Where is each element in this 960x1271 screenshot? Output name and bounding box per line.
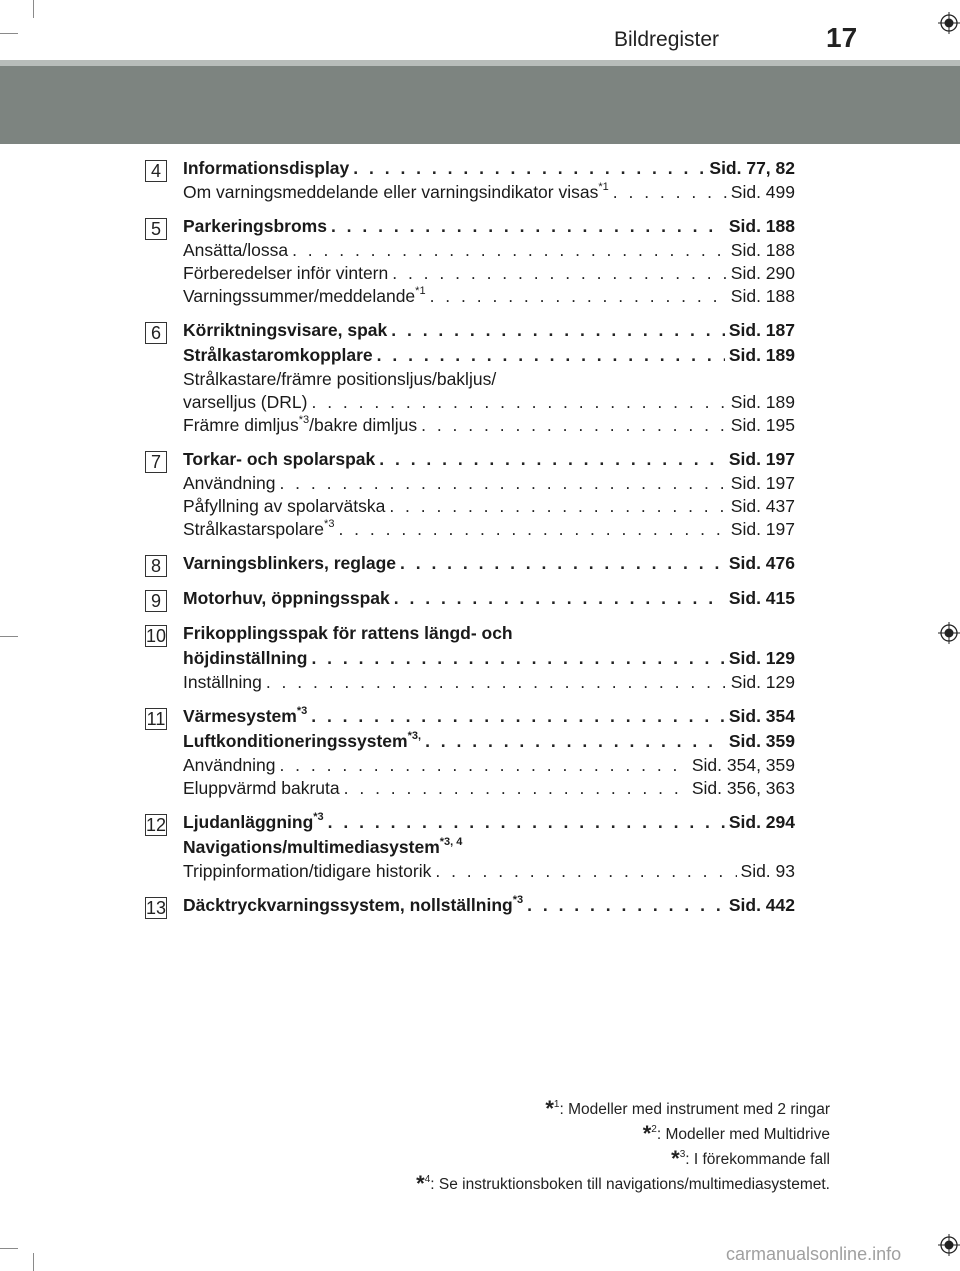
entry-label-text: Ansätta/lossa — [183, 240, 289, 260]
entry-label — [183, 729, 421, 754]
footnote-line — [416, 1097, 830, 1122]
section-number-badge: 5 — [145, 218, 167, 240]
page-reference[interactable]: Sid. 354 — [728, 706, 795, 726]
entry-label — [183, 623, 513, 643]
page-number: 17 — [826, 22, 858, 53]
entry-label-text: Torkar- och spolarspak — [183, 449, 376, 469]
dot-leader — [379, 447, 725, 472]
index-subentry[interactable] — [183, 285, 795, 308]
dot-leader — [279, 472, 726, 495]
entry-label-text: Förberedelser inför vintern — [183, 263, 389, 283]
entry-label-text: Körriktningsvisare, spak — [183, 320, 388, 340]
footnote-line — [416, 1172, 830, 1197]
index-entry[interactable] — [183, 447, 795, 472]
footnote-text: : I förekommande fall — [685, 1151, 830, 1168]
dot-leader — [311, 704, 725, 729]
dot-leader — [527, 893, 725, 918]
dot-leader — [311, 646, 724, 671]
index-entry[interactable] — [183, 646, 795, 671]
footnotes — [416, 1097, 830, 1197]
footnote-ref: *3, — [407, 730, 422, 742]
page-reference[interactable]: Sid. 437 — [730, 496, 795, 516]
entry-label-text: Frikopplingsspak för rattens längd- och — [183, 623, 513, 643]
index-subentry[interactable] — [183, 391, 795, 414]
entry-label — [183, 671, 262, 694]
footnote-text: : Se instruktionsboken till navigations/multimediasystemet. — [430, 1176, 830, 1193]
header-banner — [0, 66, 960, 144]
footnote-text: : Modeller med instrument med 2 ringar — [559, 1101, 830, 1118]
entry-label — [183, 893, 523, 918]
index-subentry[interactable] — [183, 181, 795, 204]
entry-label — [183, 704, 307, 729]
footnote-line — [416, 1122, 830, 1147]
section-number-badge: 11 — [146, 709, 166, 729]
entry-label — [183, 777, 340, 800]
page-reference[interactable]: Sid. 188 — [730, 240, 795, 260]
index-entry[interactable] — [183, 318, 795, 343]
page-reference[interactable]: Sid. 197 — [730, 519, 795, 539]
index-subentry[interactable] — [183, 239, 795, 262]
index-entry — [183, 621, 795, 646]
footnote-ref: *3, 4 — [439, 836, 463, 848]
entry-label — [183, 518, 334, 541]
page-reference[interactable]: Sid. 195 — [730, 415, 795, 435]
entry-label-text: Motorhuv, öppningsspak — [183, 588, 390, 608]
entry-label — [183, 239, 288, 262]
entry-label — [183, 837, 462, 857]
section-number-badge: 13 — [146, 898, 167, 918]
index-entry[interactable] — [183, 156, 795, 181]
footnote-ref: *3 — [298, 414, 310, 426]
page-reference[interactable]: Sid. 188 — [728, 216, 795, 236]
dot-leader — [613, 181, 727, 204]
entry-label-text: Ljudanläggning — [183, 812, 314, 832]
index-subentry[interactable] — [183, 754, 795, 777]
footnote-star: * — [671, 1146, 680, 1171]
entry-label — [183, 447, 375, 472]
page-reference[interactable]: Sid. 187 — [728, 320, 795, 340]
index-subentry[interactable] — [183, 777, 795, 800]
entry-label-text: Inställning — [183, 672, 262, 692]
index-entry — [183, 835, 795, 860]
registration-mark-icon — [938, 1234, 960, 1256]
entry-label — [183, 214, 327, 239]
entry-label — [183, 860, 431, 883]
dot-leader — [292, 239, 727, 262]
index-section — [0, 704, 960, 800]
dot-leader — [328, 810, 725, 835]
page-reference[interactable]: Sid. 189 — [730, 392, 795, 412]
page-reference[interactable]: Sid. 499 — [730, 182, 795, 202]
page-reference[interactable]: Sid. 93 — [740, 861, 795, 881]
page-reference[interactable]: Sid. 290 — [730, 263, 795, 283]
entry-label-text: Påfyllning av spolarvätska — [183, 496, 386, 516]
index-subentry[interactable] — [183, 262, 795, 285]
page-reference[interactable]: Sid. 442 — [728, 895, 795, 915]
entry-label-text: Varningssummer/meddelande — [183, 286, 416, 306]
dot-leader — [311, 391, 726, 414]
section-number-badge: 6 — [145, 322, 167, 344]
index-entry[interactable] — [183, 586, 795, 611]
footnote-star: * — [642, 1121, 652, 1146]
entry-label-text: varselljus (DRL) — [183, 392, 308, 412]
entry-label — [183, 472, 275, 495]
footnote-ref: *3 — [296, 705, 308, 717]
entry-label-text: Användning — [183, 755, 276, 775]
crop-mark — [0, 33, 18, 34]
page-reference[interactable]: Sid. 415 — [728, 588, 795, 608]
dot-leader — [421, 414, 727, 437]
entry-label — [183, 318, 387, 343]
entry-label-text: Strålkastaromkopplare — [183, 345, 373, 365]
page-reference[interactable]: Sid. 129 — [728, 648, 795, 668]
footnote-ref: *3 — [512, 894, 524, 906]
index-subentry[interactable] — [183, 860, 795, 883]
page-reference[interactable]: Sid. 359 — [728, 731, 795, 751]
entry-label — [183, 262, 388, 285]
page-reference[interactable]: Sid. 77, 82 — [709, 158, 795, 178]
entry-label-text: Informationsdisplay — [183, 158, 350, 178]
dot-leader — [392, 262, 727, 285]
index-entry[interactable] — [183, 729, 795, 754]
dot-leader — [394, 586, 725, 611]
entry-label — [183, 495, 385, 518]
index-section — [0, 214, 960, 308]
dot-leader — [400, 551, 725, 576]
page-reference[interactable]: Sid. 129 — [730, 672, 795, 692]
index-subentry[interactable] — [183, 518, 795, 541]
index-section — [0, 810, 960, 883]
section-number-badge: 8 — [145, 555, 167, 577]
index-section — [0, 586, 960, 611]
footnote-ref: *1 — [415, 285, 426, 297]
entry-label — [183, 156, 349, 181]
entry-label-text: Främre dimljus — [183, 415, 299, 435]
entry-label-text: Om varningsmeddelande eller varningsindikator visas — [183, 182, 599, 202]
dot-leader — [435, 860, 736, 883]
index-section — [0, 893, 960, 918]
entry-label-text: Navigations/multimediasystem — [183, 837, 440, 857]
dot-leader — [338, 518, 726, 541]
entry-label — [183, 646, 307, 671]
entry-label-text: Eluppvärmd bakruta — [183, 778, 340, 798]
footnote-star: * — [416, 1171, 425, 1196]
entry-label-text: Parkeringsbroms — [183, 216, 327, 236]
entry-label-text: Värmesystem — [183, 706, 297, 726]
page-reference[interactable]: Sid. 354, 359 — [691, 755, 795, 775]
index-subentry[interactable] — [183, 472, 795, 495]
registration-mark-icon — [938, 12, 960, 34]
dot-leader — [389, 495, 726, 518]
index-section — [0, 551, 960, 576]
index-subentry — [183, 368, 795, 391]
dot-leader — [266, 671, 727, 694]
page-reference[interactable]: Sid. 356, 363 — [691, 778, 795, 798]
dot-leader — [344, 777, 688, 800]
section-number-badge: 9 — [145, 590, 167, 612]
index-section — [0, 447, 960, 541]
entry-label — [183, 369, 496, 389]
entry-label-text: Varningsblinkers, reglage — [183, 553, 396, 573]
dot-leader — [279, 754, 687, 777]
dot-leader — [430, 285, 727, 308]
entry-label — [183, 586, 390, 611]
entry-label — [183, 343, 373, 368]
entry-label-text: Luftkonditioneringssystem — [183, 731, 408, 751]
page-reference[interactable]: Sid. 294 — [728, 812, 795, 832]
footnote-number: 1 — [553, 1099, 560, 1110]
page-reference[interactable]: Sid. 197 — [728, 449, 795, 469]
entry-label-text: Däcktryckvarningssystem, nollställning — [183, 895, 513, 915]
footnote-line — [416, 1147, 830, 1172]
entry-label-text: Strålkastare/främre positionsljus/bakljus/ — [183, 369, 497, 389]
index-subentry[interactable] — [183, 414, 795, 437]
section-number-badge: 7 — [145, 451, 167, 473]
entry-label-text: Trippinformation/tidigare historik — [183, 861, 432, 881]
footnote-number: 4 — [424, 1174, 431, 1185]
header-title: Bildregister — [614, 28, 720, 51]
index-entry[interactable] — [183, 810, 795, 835]
entry-label-text: höjdinställning — [183, 648, 308, 668]
index-entry[interactable] — [183, 893, 795, 918]
index-section — [0, 621, 960, 694]
index-section — [0, 318, 960, 437]
section-number-badge: 12 — [146, 815, 167, 835]
entry-label — [183, 181, 609, 204]
footnote-text: : Modeller med Multidrive — [656, 1126, 830, 1143]
footnote-ref: *3 — [313, 811, 324, 823]
index-subentry[interactable] — [183, 671, 795, 694]
index-entry[interactable] — [183, 214, 795, 239]
entry-label-text: Strålkastarspolare — [183, 519, 325, 539]
watermark: carmanualsonline.info — [726, 1244, 902, 1264]
entry-label — [183, 810, 324, 835]
entry-label — [183, 285, 426, 308]
page-reference[interactable]: Sid. 476 — [728, 553, 795, 573]
index-section — [0, 156, 960, 204]
index-entry[interactable] — [183, 704, 795, 729]
entry-label — [183, 391, 307, 414]
index-subentry[interactable] — [183, 495, 795, 518]
dot-leader — [353, 156, 705, 181]
dot-leader — [391, 318, 725, 343]
crop-mark — [33, 0, 34, 18]
page-reference[interactable]: Sid. 188 — [730, 286, 795, 306]
entry-label — [183, 551, 396, 576]
section-number-badge: 4 — [145, 160, 167, 182]
page-reference[interactable]: Sid. 189 — [728, 345, 795, 365]
entry-label-text: /bakre dimljus — [309, 415, 418, 435]
dot-leader — [331, 214, 725, 239]
footnote-number: 3 — [679, 1149, 686, 1160]
dot-leader — [425, 729, 725, 754]
footnote-number: 2 — [651, 1124, 657, 1135]
dot-leader — [377, 343, 725, 368]
footnote-ref: *3 — [324, 518, 335, 530]
section-number-badge: 10 — [146, 626, 167, 646]
crop-mark — [33, 1253, 34, 1271]
entry-label — [183, 414, 417, 437]
entry-label-text: Användning — [183, 473, 276, 493]
index-entry[interactable] — [183, 551, 795, 576]
entry-label — [183, 754, 275, 777]
crop-mark — [0, 1248, 18, 1249]
page-reference[interactable]: Sid. 197 — [730, 473, 795, 493]
index-list — [0, 156, 960, 928]
footnote-ref: *1 — [598, 181, 609, 193]
index-entry[interactable] — [183, 343, 795, 368]
footnote-star: * — [545, 1096, 554, 1121]
